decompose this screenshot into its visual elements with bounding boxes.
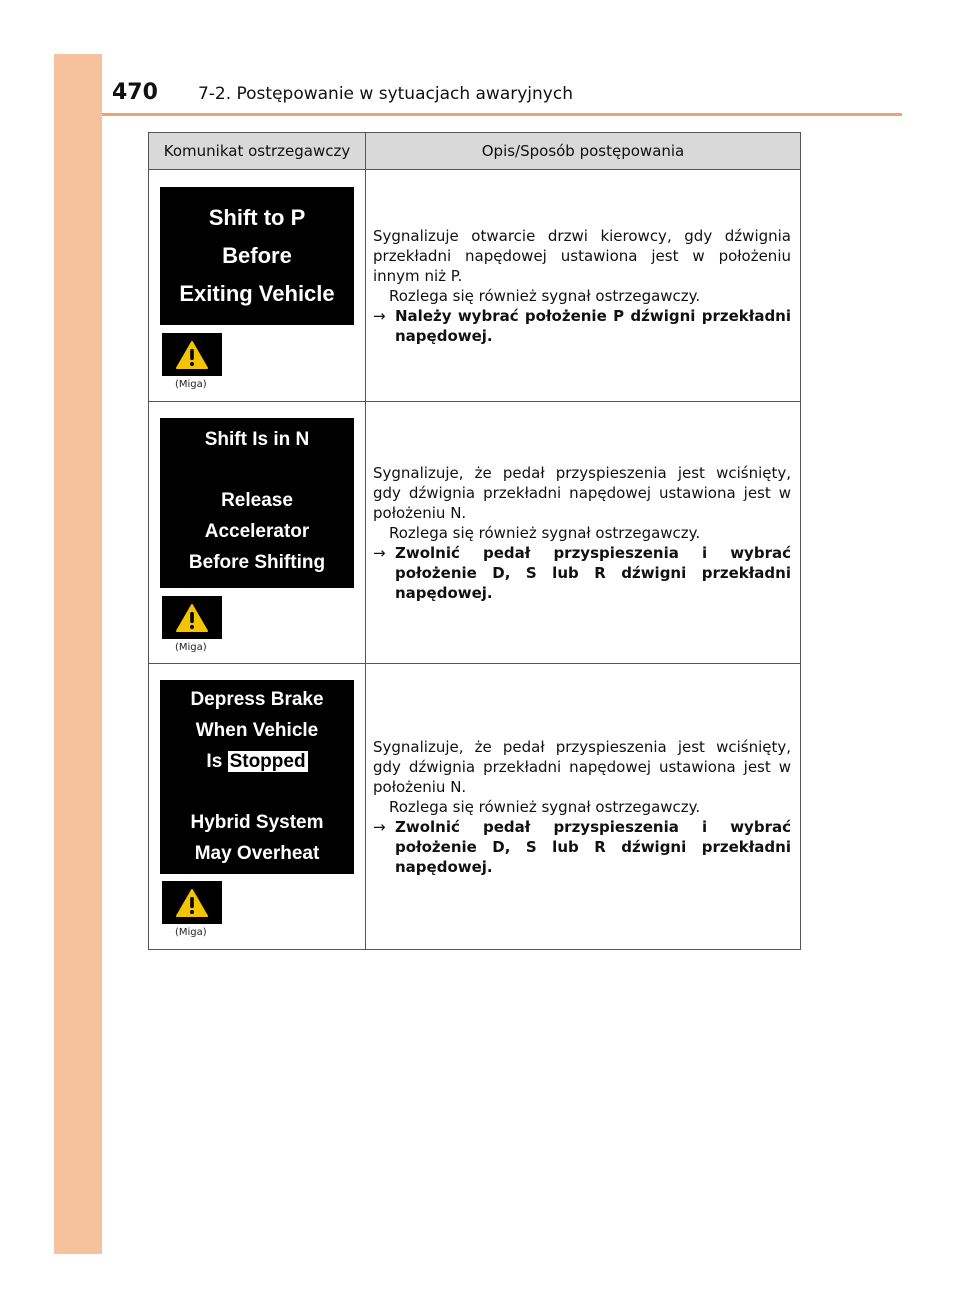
- message-cell: [149, 402, 366, 664]
- warning-light: [162, 881, 222, 924]
- warning-messages-table: [148, 132, 801, 950]
- side-tab-band: [54, 54, 102, 1254]
- display-line: [206, 746, 307, 777]
- note-text: Rozlega się również sygnał ostrzegawczy.: [389, 797, 701, 816]
- blink-label: (Miga): [175, 642, 207, 653]
- table-row: [149, 664, 801, 950]
- display-line: Release: [221, 490, 293, 511]
- display-line: Before: [222, 243, 292, 268]
- section-title: 7-2. Postępowanie w sytuacjach awaryjnych: [197, 84, 573, 104]
- page-header: [112, 80, 573, 112]
- warning-triangle-icon: [175, 888, 209, 918]
- column-header-message: Komunikat ostrzegawczy: [149, 133, 366, 170]
- display-word: Is: [206, 751, 223, 772]
- description-cell: [366, 170, 801, 402]
- action-instruction: Zwolnić pedał przyspieszenia i wybrać położenie D, S lub R dźwigni przekładni napędowej.: [395, 817, 791, 876]
- message-cell: [149, 664, 366, 950]
- display-line: Depress Brake: [190, 689, 324, 710]
- arrow-icon: →: [373, 543, 386, 562]
- description-text: Sygnalizuje, że pedał przyspieszenia jest wciśnięty, gdy dźwignia przekładni napędowej ustawiona jest w położeniu N.: [373, 737, 791, 796]
- arrow-icon: →: [373, 306, 386, 325]
- display-line: Exiting Vehicle: [179, 281, 335, 306]
- warning-triangle-icon: [175, 603, 209, 633]
- description-text: Sygnalizuje otwarcie drzwi kierowcy, gdy dźwignia przekładni napędowej ustawiona jest w położeniu innym niż P.: [373, 226, 791, 285]
- display-line: Hybrid System: [190, 812, 324, 833]
- column-header-description: Opis/Sposób postępowania: [366, 133, 801, 170]
- page-number: 470: [112, 80, 158, 105]
- header-rule: [102, 113, 902, 116]
- action-text: [373, 306, 791, 346]
- note-text: Rozlega się również sygnał ostrzegawczy.: [389, 523, 701, 542]
- display-line: Shift to P: [208, 205, 306, 230]
- display-screen: [160, 187, 354, 325]
- action-instruction: Zwolnić pedał przyspieszenia i wybrać położenie D, S lub R dźwigni przekładni napędowej.: [395, 543, 791, 602]
- action-text: [373, 543, 791, 603]
- action-instruction: Należy wybrać położenie P dźwigni przekładni napędowej.: [395, 306, 791, 345]
- table-row: [149, 170, 801, 402]
- action-text: [373, 817, 791, 877]
- note-text: Rozlega się również sygnał ostrzegawczy.: [389, 286, 701, 305]
- message-cell: [149, 170, 366, 402]
- arrow-icon: →: [373, 817, 386, 836]
- description-cell: [366, 402, 801, 664]
- blink-label: (Miga): [175, 927, 207, 938]
- display-line: When Vehicle: [195, 720, 319, 741]
- table-header-row: [149, 133, 801, 170]
- table-row: [149, 402, 801, 664]
- display-screen: [160, 418, 354, 588]
- warning-triangle-icon: [175, 340, 209, 370]
- display-screen: [160, 680, 354, 874]
- warning-light: [162, 333, 222, 376]
- description-cell: [366, 664, 801, 950]
- warning-light: [162, 596, 222, 639]
- display-line: Shift Is in N: [204, 429, 310, 450]
- display-highlight: Stopped: [229, 751, 306, 772]
- description-text: Sygnalizuje, że pedał przyspieszenia jest wciśnięty, gdy dźwignia przekładni napędowej ustawiona jest w położeniu N.: [373, 463, 791, 522]
- display-line: May Overheat: [194, 843, 320, 864]
- display-line: Accelerator: [204, 521, 310, 542]
- display-line: Before Shifting: [188, 552, 326, 573]
- blink-label: (Miga): [175, 379, 207, 390]
